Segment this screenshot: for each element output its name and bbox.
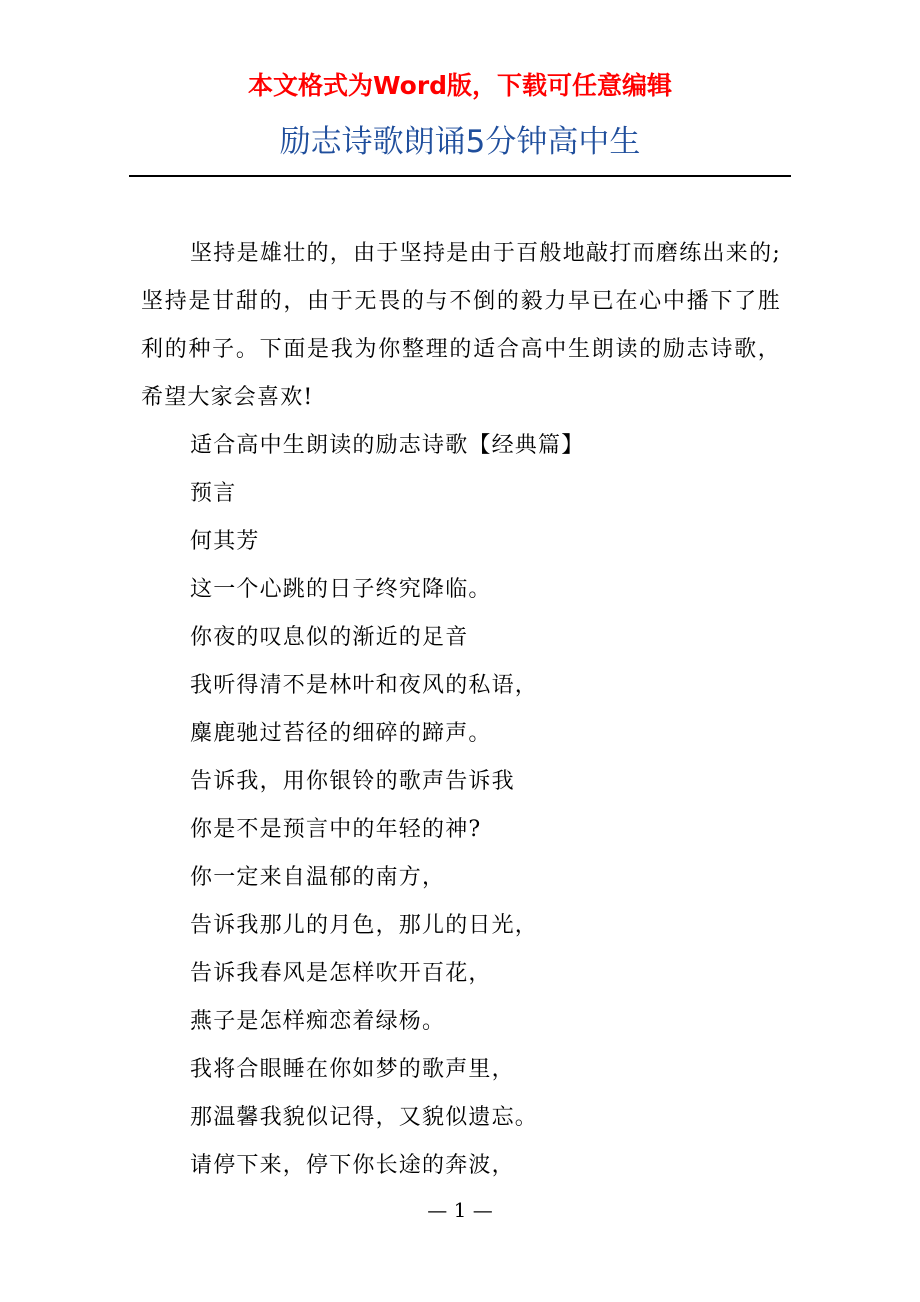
poem-line: 你夜的叹息似的渐近的足音 — [190, 625, 469, 650]
poem-line: 麋鹿驰过苔径的细碎的蹄声。 — [190, 721, 492, 746]
poem-line: 你一定来自温郁的南方， — [190, 865, 446, 890]
poem-line: 这一个心跳的日子终究降临。 — [190, 577, 492, 602]
poem-line: 告诉我，用你银铃的歌声告诉我 — [190, 769, 515, 794]
intro-paragraph: 坚持是雄壮的，由于坚持是由于百般地敲打而磨练出来的;坚持是甘甜的，由于无畏的与不倒的毅力早已在心中播下了胜利的种子。下面是我为你整理的适合高中生朗读的励志诗歌，希望大家会喜欢! — [141, 241, 781, 410]
poem-line: 我听得清不是林叶和夜风的私语， — [190, 673, 539, 698]
poem-line: 告诉我春风是怎样吹开百花， — [190, 961, 492, 986]
poem-line: 请停下来，停下你长途的奔波， — [190, 1153, 515, 1178]
page-number: — 1 — — [427, 1198, 493, 1222]
poem-line: 燕子是怎样痴恋着绿杨。 — [190, 1009, 446, 1034]
poem-line: 告诉我那儿的月色，那儿的日光， — [190, 913, 539, 938]
poem-line: 那温馨我貌似记得，又貌似遗忘。 — [190, 1105, 539, 1130]
document-body — [141, 230, 781, 1190]
document-title: 励志诗歌朗诵5分钟高中生 — [279, 124, 641, 160]
poem-title: 预言 — [190, 481, 237, 506]
format-notice-banner: 本文格式为Word版，下载可任意编辑 — [247, 71, 673, 100]
poem-line: 你是不是预言中的年轻的神? — [190, 817, 482, 842]
section-heading: 适合高中生朗读的励志诗歌【经典篇】 — [190, 433, 585, 458]
poem-line: 我将合眼睡在你如梦的歌声里， — [190, 1057, 515, 1082]
title-divider — [129, 175, 791, 177]
poem-author: 何其芳 — [190, 529, 260, 554]
